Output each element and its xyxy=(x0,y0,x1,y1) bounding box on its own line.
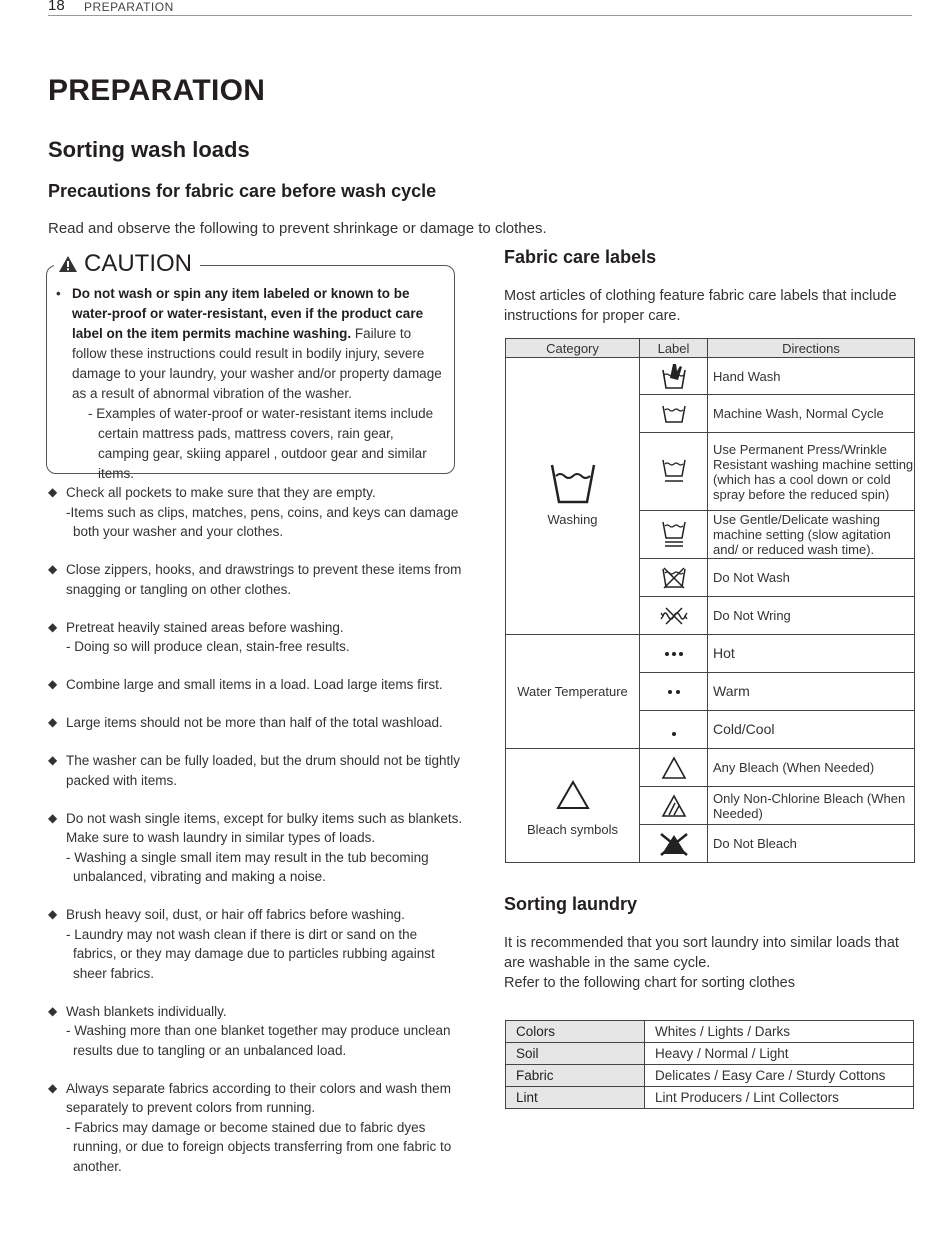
list-item xyxy=(48,1079,463,1177)
diamond-bullet-icon: ◆ xyxy=(48,562,58,576)
category-water-temperature: Water Temperature xyxy=(506,635,640,749)
sort-value: Delicates / Easy Care / Sturdy Cottons xyxy=(645,1065,914,1087)
category-bleach-label: Bleach symbols xyxy=(526,822,619,837)
diamond-bullet-icon: ◆ xyxy=(48,753,58,767)
list-item xyxy=(48,675,463,695)
list-item xyxy=(48,560,463,599)
warm-dots-icon xyxy=(640,673,708,711)
gentle-wash-icon xyxy=(640,511,708,559)
precautions-intro: Read and observe the following to prevent shrinkage or damage to clothes. xyxy=(48,220,547,237)
do-not-wash-icon xyxy=(640,559,708,597)
col-directions: Directions xyxy=(708,339,915,358)
list-item xyxy=(48,905,463,983)
diamond-bullet-icon: ◆ xyxy=(48,677,58,691)
dir-permanent-press: Use Permanent Press/Wrinkle Resistant washing machine setting (which has a cool down or cold spray before the reduced spin) xyxy=(708,433,915,511)
header-section-title: PREPARATION xyxy=(84,0,174,14)
warning-icon xyxy=(58,255,78,273)
dir-hand-wash: Hand Wash xyxy=(708,358,915,395)
bullet-dot: • xyxy=(56,286,61,301)
caution-text xyxy=(56,284,446,484)
dir-machine-wash: Machine Wash, Normal Cycle xyxy=(708,395,915,433)
list-item-text: Always separate fabrics according to their colors and wash them separately to prevent colors from running. xyxy=(66,1080,451,1115)
sort-key: Colors xyxy=(506,1021,645,1043)
list-item-subtext: - Laundry may not wash clean if there is dirt or sand on the fabrics, or they may damage due to particles rubbing against sheer fabrics. xyxy=(66,926,435,981)
category-washing xyxy=(506,358,640,635)
col-label: Label xyxy=(640,339,708,358)
list-item-subtext: - Doing so will produce clean, stain-free results. xyxy=(66,639,350,654)
bleach-triangle-icon xyxy=(506,780,639,810)
list-item-text: The washer can be fully loaded, but the drum should not be tightly packed with items. xyxy=(66,753,460,788)
sorting-heading: Sorting laundry xyxy=(504,894,638,914)
sort-key: Lint xyxy=(506,1087,645,1109)
sorting-intro xyxy=(504,933,914,993)
diamond-bullet-icon: ◆ xyxy=(48,715,58,729)
list-item xyxy=(48,618,463,657)
any-bleach-icon xyxy=(640,749,708,787)
dir-non-chlorine-bleach: Only Non-Chlorine Bleach (When Needed) xyxy=(708,787,915,825)
washing-tub-icon xyxy=(506,462,639,504)
page-number: 18 xyxy=(48,0,65,14)
sort-value: Heavy / Normal / Light xyxy=(645,1043,914,1065)
dir-any-bleach: Any Bleach (When Needed) xyxy=(708,749,915,787)
dir-do-not-wring: Do Not Wring xyxy=(708,597,915,635)
category-bleach xyxy=(506,749,640,863)
table-row xyxy=(506,1065,914,1087)
dir-do-not-bleach: Do Not Bleach xyxy=(708,825,915,863)
sort-value: Whites / Lights / Darks xyxy=(645,1021,914,1043)
header-divider xyxy=(48,15,912,16)
list-item-text: Brush heavy soil, dust, or hair off fabrics before washing. xyxy=(66,907,405,922)
caution-sub-text: - Examples of water-proof or water-resistant items include certain mattress pads, mattress covers, rain gear, camping gear, skiing apparel , outdoor gear and similar items. xyxy=(88,406,434,481)
table-row xyxy=(506,1087,914,1109)
diamond-bullet-icon: ◆ xyxy=(48,1080,58,1095)
diamond-bullet-icon: ◆ xyxy=(48,619,58,634)
sort-key: Soil xyxy=(506,1043,645,1065)
section-heading: Sorting wash loads xyxy=(48,137,250,162)
do-not-wring-icon xyxy=(640,597,708,635)
diamond-bullet-icon: ◆ xyxy=(48,1003,58,1018)
caution-header xyxy=(54,250,200,278)
diamond-bullet-icon: ◆ xyxy=(48,810,58,825)
list-item-subtext: - Fabrics may damage or become stained due to fabric dyes running, or due to foreign objects transferring from one fabric to another. xyxy=(66,1119,452,1174)
non-chlorine-bleach-icon xyxy=(640,787,708,825)
list-item-text: Wash blankets individually. xyxy=(66,1003,227,1019)
dir-hot: Hot xyxy=(708,635,915,673)
dir-cold: Cold/Cool xyxy=(708,711,915,749)
sort-value: Lint Producers / Lint Collectors xyxy=(645,1087,914,1109)
list-item xyxy=(48,751,463,790)
dir-gentle: Use Gentle/Delicate washing machine setting (slow agitation and/ or reduced wash time). xyxy=(708,511,915,559)
hand-wash-icon xyxy=(640,358,708,395)
diamond-bullet-icon: ◆ xyxy=(48,907,58,921)
diamond-bullet-icon: ◆ xyxy=(48,485,58,499)
list-item-text: Close zippers, hooks, and drawstrings to prevent these items from snagging or tangling on other clothes. xyxy=(66,562,462,597)
list-item-text: Large items should not be more than half of the total washload. xyxy=(66,715,443,730)
caution-body-text: Failure to follow these instructions could result in bodily injury, severe damage to your laundry, your washer and/or property damage as a result of abnormal vibration of the washer. xyxy=(72,326,442,401)
list-item-text: Do not wash single items, except for bulky items such as blankets. Make sure to wash laundry in similar types of loads. xyxy=(66,810,463,845)
col-category: Category xyxy=(506,339,640,358)
list-item xyxy=(48,713,463,733)
sorting-intro-2: Refer to the following chart for sorting clothes xyxy=(504,975,795,991)
table-row xyxy=(506,1043,914,1065)
table-row xyxy=(506,1021,914,1043)
category-washing-label: Washing xyxy=(547,511,598,527)
permanent-press-icon xyxy=(640,433,708,511)
dir-warm: Warm xyxy=(708,673,915,711)
cold-dot-icon xyxy=(640,711,708,749)
sorting-table xyxy=(505,1020,914,1109)
list-item-subtext: - Washing more than one blanket together may produce unclean results due to tangling or an unbalanced load. xyxy=(66,1023,451,1058)
list-item xyxy=(48,483,463,542)
page-title: PREPARATION xyxy=(48,74,266,107)
fabric-care-table xyxy=(505,338,915,863)
hot-dots-icon xyxy=(640,635,708,673)
list-item xyxy=(48,809,463,887)
caution-label: CAUTION xyxy=(84,250,192,277)
sort-key: Fabric xyxy=(506,1065,645,1087)
dir-do-not-wash: Do Not Wash xyxy=(708,559,915,597)
caution-bold-text: Do not wash or spin any item labeled or known to be water-proof or water-resistant, even if the product care label on the item permits machine washing. xyxy=(72,286,424,341)
fabric-care-intro: Most articles of clothing feature fabric care labels that include instructions for proper care. xyxy=(504,288,897,324)
list-item-subtext: - Washing a single small item may result in the tub becoming unbalanced, vibrating and making a noise. xyxy=(66,849,429,884)
do-not-bleach-icon xyxy=(640,825,708,863)
precautions-list xyxy=(48,483,463,1195)
sorting-intro-1: It is recommended that you sort laundry into similar loads that are washable in the same cycle. xyxy=(504,935,899,971)
fabric-care-heading: Fabric care labels xyxy=(504,247,657,267)
list-item-text: Combine large and small items in a load. Load large items first. xyxy=(66,677,443,692)
list-item-text: Check all pockets to make sure that they are empty. xyxy=(66,485,376,500)
precautions-heading: Precautions for fabric care before wash cycle xyxy=(48,181,437,201)
list-item-text: Pretreat heavily stained areas before washing. xyxy=(66,619,344,635)
list-item xyxy=(48,1002,463,1061)
list-item-subtext: -Items such as clips, matches, pens, coins, and keys can damage both your washer and your clothes. xyxy=(66,504,459,539)
machine-wash-icon xyxy=(640,395,708,433)
